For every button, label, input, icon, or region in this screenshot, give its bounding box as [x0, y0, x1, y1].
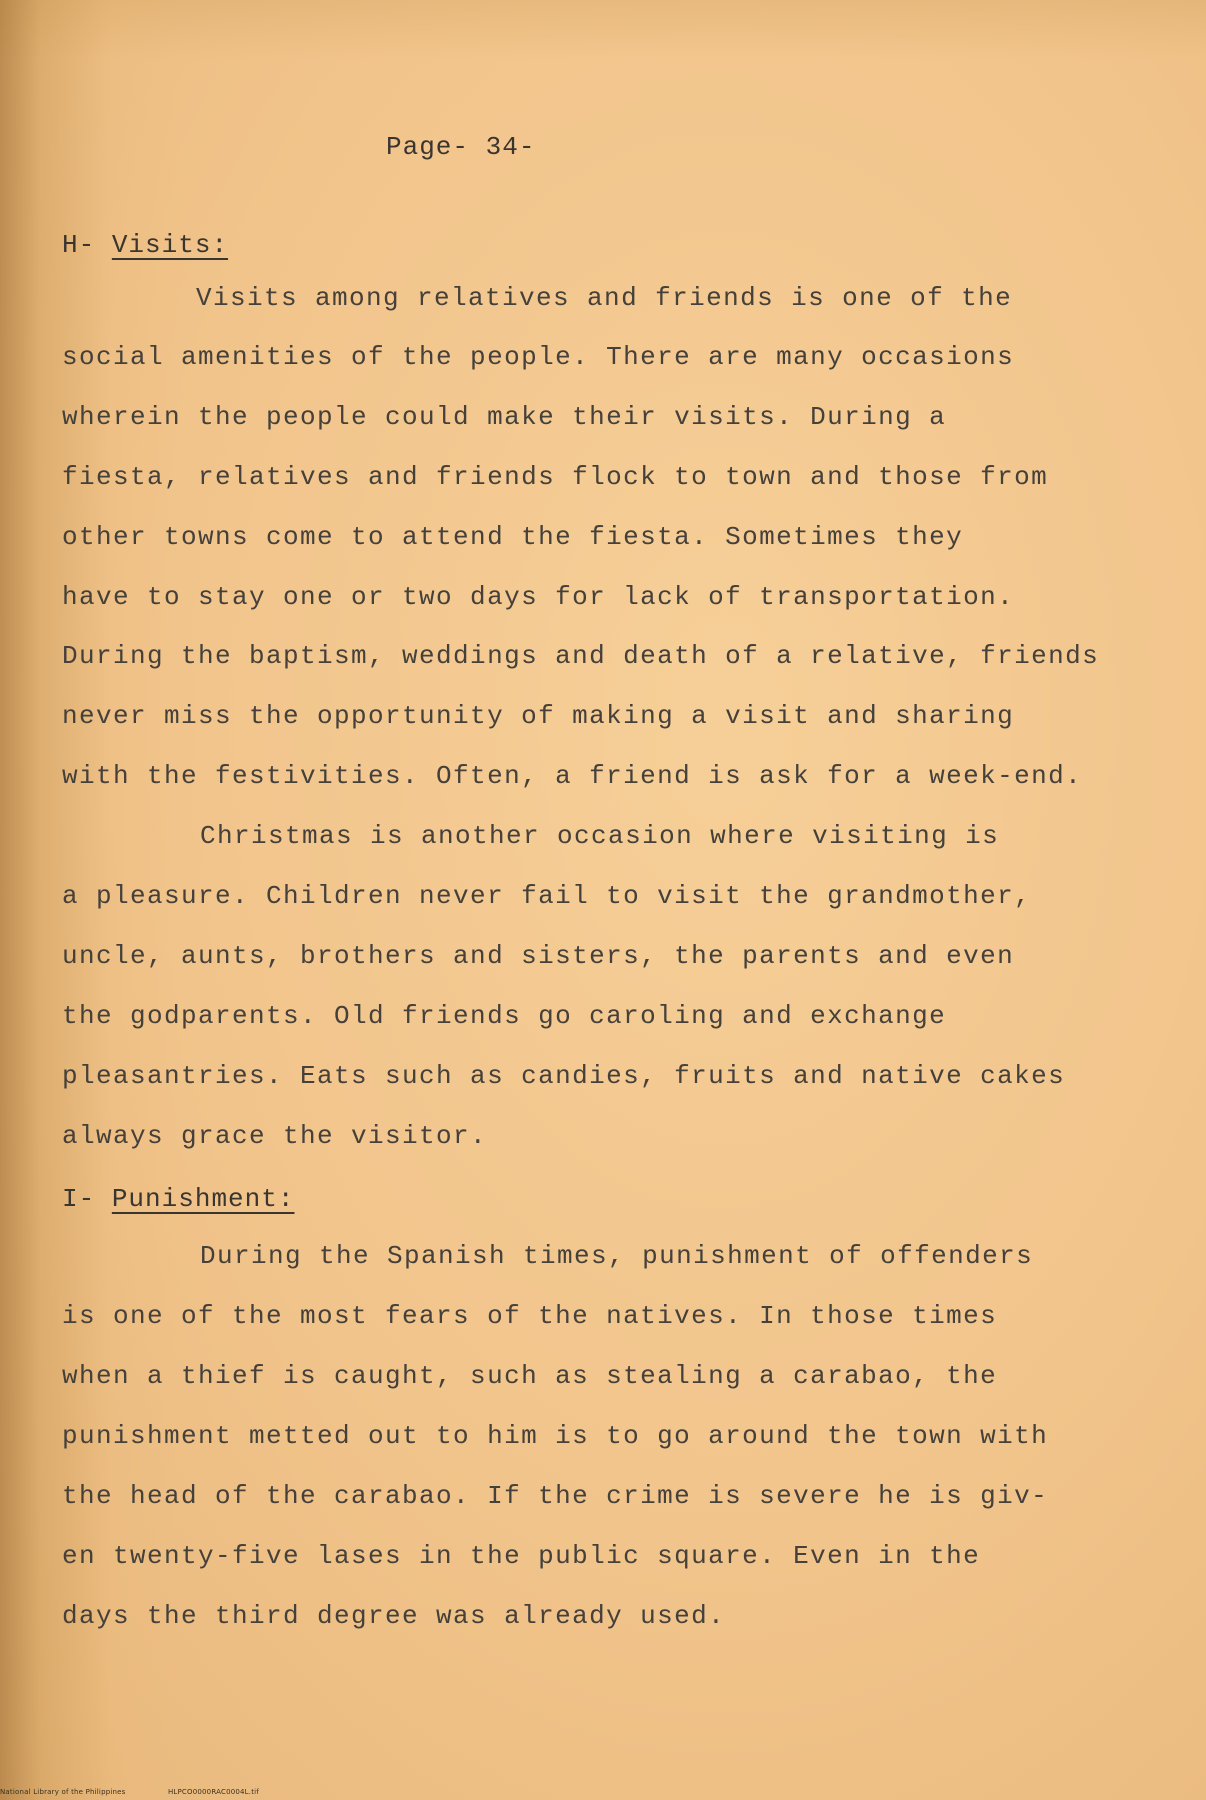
section-title: Punishment:: [111, 1184, 295, 1214]
paragraph-line: uncle, aunts, brothers and sisters, the parents and even: [62, 941, 1015, 971]
paragraph-line: when a thief is caught, such as stealing a carabao, the: [62, 1361, 998, 1391]
paragraph-line: fiesta, relatives and friends flock to town and those from: [62, 462, 1049, 492]
paragraph-line: punishment metted out to him is to go around the town with: [62, 1421, 1049, 1451]
paragraph-line: with the festivities. Often, a friend is ask for a week-end.: [62, 761, 1083, 791]
paragraph-line: pleasantries. Eats such as candies, fruits and native cakes: [62, 1061, 1066, 1091]
paragraph-line: a pleasure. Children never fail to visit the grandmother,: [62, 881, 1032, 911]
paragraph-line: en twenty-five lases in the public square. Even in the: [62, 1541, 981, 1571]
paragraph-line: the head of the carabao. If the crime is severe he is giv-: [62, 1481, 1049, 1511]
paragraph-line: never miss the opportunity of making a visit and sharing: [62, 701, 1015, 731]
section-heading-punishment: [62, 1184, 294, 1214]
paragraph-line: During the baptism, weddings and death of a relative, friends: [62, 641, 1100, 671]
paragraph-line: always grace the visitor.: [62, 1121, 488, 1151]
paragraph-line: other towns come to attend the fiesta. Sometimes they: [62, 522, 964, 552]
section-marker: H-: [62, 230, 96, 260]
scan-footer: [0, 1788, 299, 1796]
paragraph-line: days the third degree was already used.: [62, 1601, 726, 1631]
paragraph-line: social amenities of the people. There are many occasions: [62, 342, 1015, 372]
paragraph-line: Visits among relatives and friends is one of the: [196, 283, 1013, 313]
paragraph-line: have to stay one or two days for lack of transportation.: [62, 582, 1015, 612]
section-heading-visits: [62, 230, 228, 260]
scan-filename: HLPCO0000RAC0004L.tif: [167, 1788, 259, 1796]
section-title: Visits:: [111, 230, 229, 260]
paragraph-line: Christmas is another occasion where visiting is: [200, 821, 1000, 851]
paragraph-line: wherein the people could make their visits. During a: [62, 402, 947, 432]
paragraph-line: the godparents. Old friends go caroling and exchange: [62, 1001, 947, 1031]
section-marker: I-: [62, 1184, 96, 1214]
library-credit: National Library of the Philippines: [0, 1788, 126, 1796]
page-number: Page- 34-: [386, 132, 536, 162]
paragraph-line: is one of the most fears of the natives. In those times: [62, 1301, 998, 1331]
paragraph-line: During the Spanish times, punishment of offenders: [200, 1241, 1034, 1271]
